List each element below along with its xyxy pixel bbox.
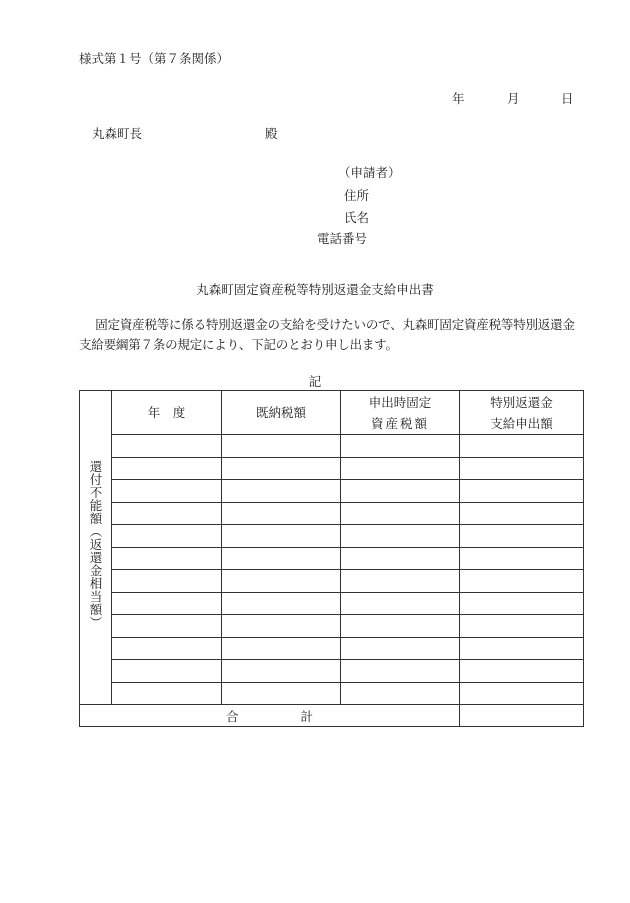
cell-special[interactable] (460, 435, 584, 458)
header-special-refund (460, 391, 584, 435)
applicant-phone-label: 電話番号 (317, 231, 368, 246)
header-paid: 既納税額 (222, 391, 341, 435)
date-month-label: 月 (507, 91, 520, 106)
cell-fixed[interactable] (341, 480, 460, 503)
cell-paid[interactable] (222, 682, 341, 705)
cell-year[interactable] (112, 480, 222, 503)
cell-year[interactable] (112, 592, 222, 615)
cell-special[interactable] (460, 637, 584, 660)
date-year-label: 年 (452, 91, 465, 106)
cell-paid[interactable] (222, 615, 341, 638)
cell-year[interactable] (112, 615, 222, 638)
table-row (80, 592, 584, 615)
table-row (80, 502, 584, 525)
refund-table (79, 390, 584, 727)
header-fixed-asset-tax (341, 391, 460, 435)
header-year: 年 度 (112, 391, 222, 435)
table-row (80, 457, 584, 480)
cell-paid[interactable] (222, 592, 341, 615)
header-special-line2: 支給申出額 (490, 415, 553, 431)
cell-year[interactable] (112, 435, 222, 458)
table-row (80, 570, 584, 593)
cell-paid[interactable] (222, 547, 341, 570)
cell-year[interactable] (112, 637, 222, 660)
cell-paid[interactable] (222, 525, 341, 548)
cell-paid[interactable] (222, 570, 341, 593)
header-fixed-line1: 申出時固定 (368, 394, 432, 410)
table-row (80, 660, 584, 683)
cell-fixed[interactable] (341, 682, 460, 705)
cell-year[interactable] (112, 682, 222, 705)
cell-paid[interactable] (222, 502, 341, 525)
cell-paid[interactable] (222, 457, 341, 480)
cell-fixed[interactable] (341, 592, 460, 615)
cell-paid[interactable] (222, 435, 341, 458)
cell-special[interactable] (460, 592, 584, 615)
applicant-name-label: 氏名 (344, 210, 370, 225)
table-header-row (80, 391, 584, 435)
table-row (80, 615, 584, 638)
table-row (80, 547, 584, 570)
cell-year[interactable] (112, 660, 222, 683)
cell-fixed[interactable] (341, 615, 460, 638)
total-label-left: 合 (225, 708, 239, 724)
document-title: 丸森町固定資産税等特別返還金支給申出書 (196, 282, 434, 297)
cell-fixed[interactable] (341, 570, 460, 593)
cell-special[interactable] (460, 547, 584, 570)
addressee-honorific: 殿 (265, 126, 278, 141)
ki-marker: 記 (308, 374, 322, 389)
total-value-cell[interactable] (460, 705, 584, 727)
cell-special[interactable] (460, 660, 584, 683)
body-text: 固定資産税等に係る特別返還金の支給を受けたいので、丸森町固定資産税等特別返還金支給要綱第７条の規定により、下記のとおり申し出ます。 (79, 317, 575, 352)
table-row (80, 525, 584, 548)
cell-fixed[interactable] (341, 435, 460, 458)
addressee-name: 丸森町長 (92, 126, 143, 141)
cell-fixed[interactable] (341, 457, 460, 480)
cell-special[interactable] (460, 502, 584, 525)
cell-special[interactable] (460, 615, 584, 638)
cell-fixed[interactable] (341, 660, 460, 683)
cell-year[interactable] (112, 570, 222, 593)
form-number: 様式第１号（第７条関係） (79, 51, 230, 66)
cell-paid[interactable] (222, 480, 341, 503)
header-special-line1: 特別返還金 (490, 394, 553, 410)
cell-special[interactable] (460, 570, 584, 593)
header-fixed-line2: 資産税額 (370, 415, 429, 431)
cell-fixed[interactable] (341, 502, 460, 525)
cell-fixed[interactable] (341, 547, 460, 570)
cell-special[interactable] (460, 682, 584, 705)
total-label-cell (80, 705, 460, 727)
cell-year[interactable] (112, 525, 222, 548)
cell-paid[interactable] (222, 660, 341, 683)
applicant-address-label: 住所 (344, 188, 370, 203)
cell-year[interactable] (112, 547, 222, 570)
table-row (80, 435, 584, 458)
cell-paid[interactable] (222, 637, 341, 660)
side-label-cell (80, 391, 112, 705)
table-row (80, 682, 584, 705)
table-row (80, 480, 584, 503)
table-row (80, 637, 584, 660)
total-label-right: 計 (300, 708, 314, 724)
cell-year[interactable] (112, 457, 222, 480)
cell-fixed[interactable] (341, 525, 460, 548)
cell-special[interactable] (460, 457, 584, 480)
cell-special[interactable] (460, 480, 584, 503)
cell-special[interactable] (460, 525, 584, 548)
total-row (80, 705, 584, 727)
side-label: 還付不能額（返還金相当額） (88, 460, 103, 629)
date-day-label: 日 (561, 91, 574, 106)
applicant-heading: （申請者） (338, 165, 401, 180)
cell-fixed[interactable] (341, 637, 460, 660)
cell-year[interactable] (112, 502, 222, 525)
